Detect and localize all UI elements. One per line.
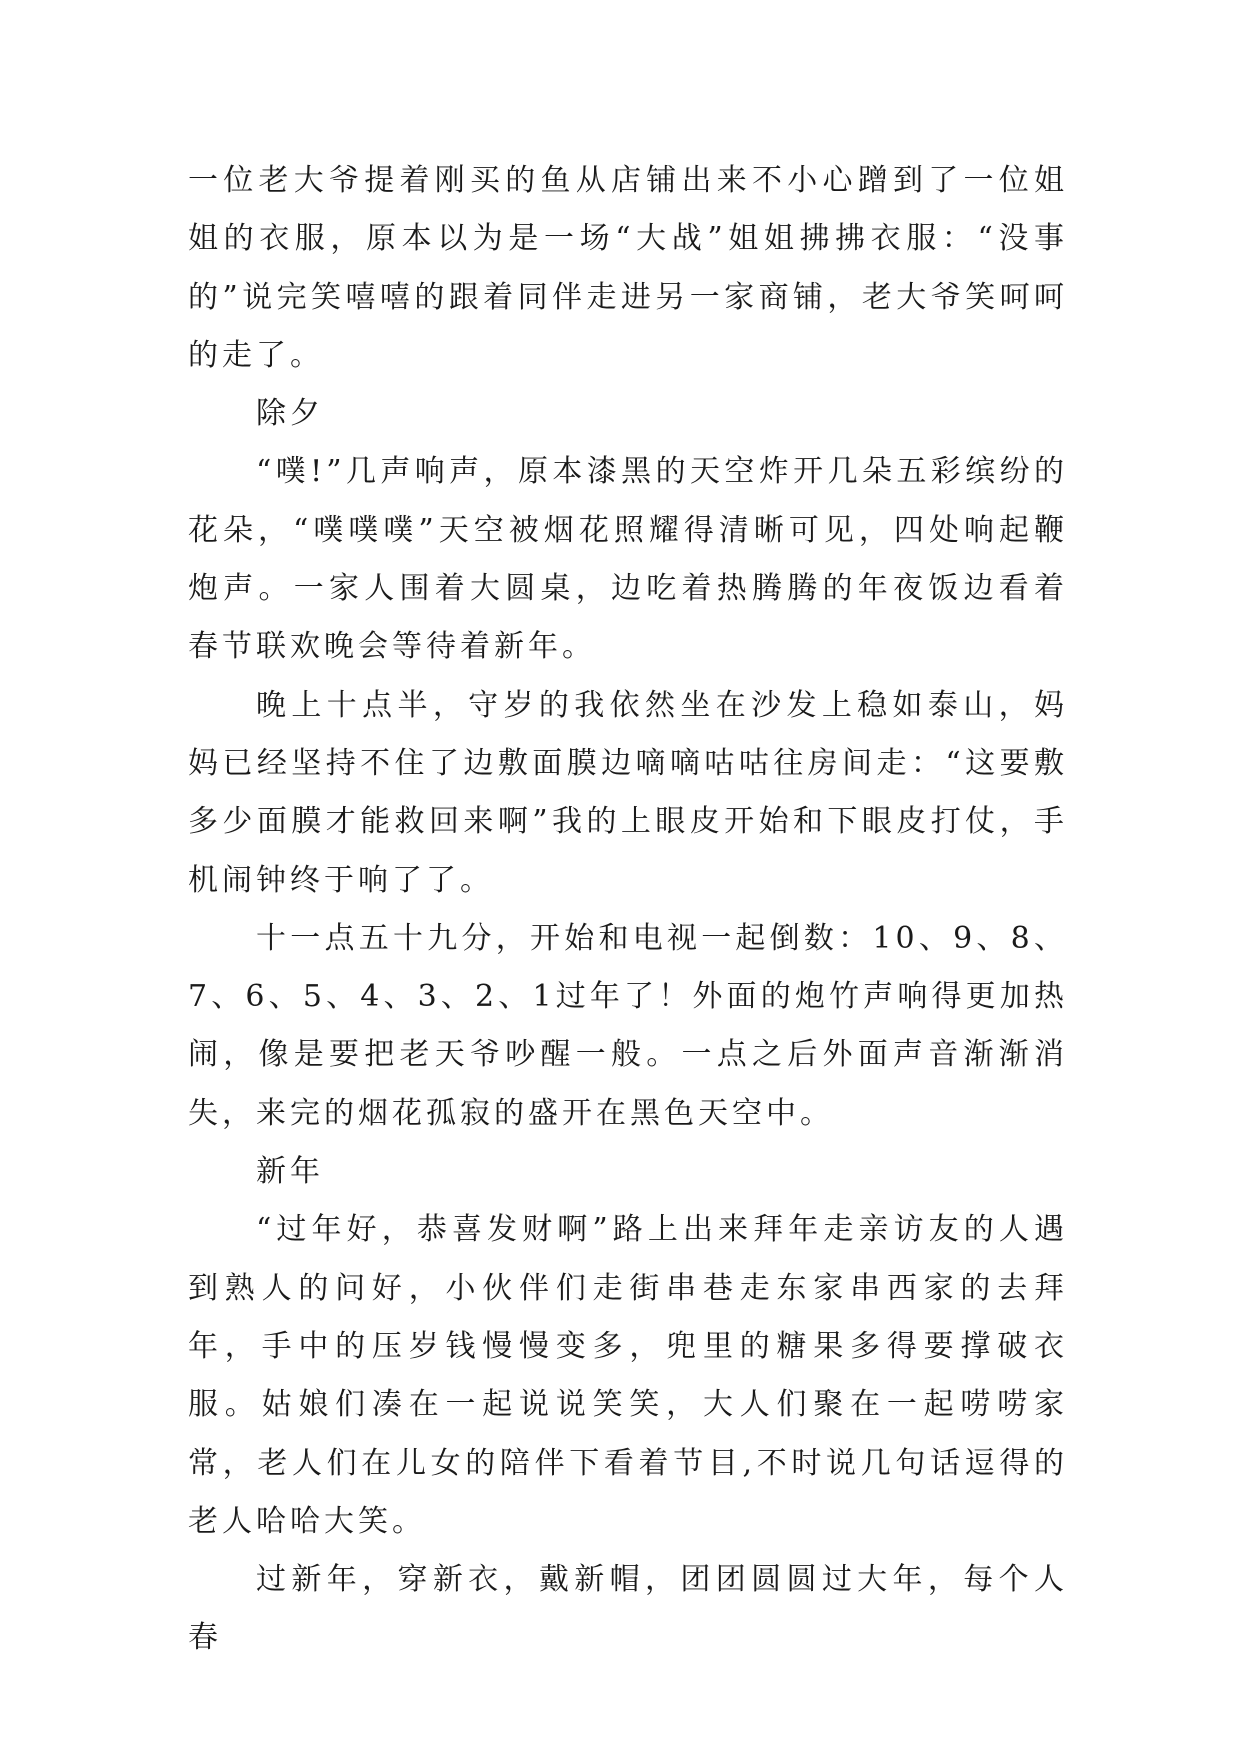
- paragraph-fireworks: “噗!”几声响声，原本漆黑的天空炸开几朵五彩缤纷的花朵，“噗噗噗”天空被烟花照耀得清晰可见，四处响起鞭炮声。一家人围着大圆桌，边吃着热腾腾的年夜饭边看着春节联欢晚会等待着新年。: [188, 454, 1068, 665]
- paragraph-new-year-greetings: “过年好，恭喜发财啊”路上出来拜年走亲访友的人遇到熟人的问好，小伙伴们走街串巷走东家串西家的去拜年，手中的压岁钱慢慢变多，兜里的糖果多得要撑破衣服。姑娘们凑在一起说说笑笑，大人们聚在一起唠唠家常，老人们在儿女的陪伴下看着节目,不时说几句话逗得的老人哈哈大笑。: [188, 1212, 1068, 1539]
- section-heading-new-year: 新年: [256, 1154, 324, 1190]
- section-heading-new-years-eve: 除夕: [256, 396, 324, 432]
- article-body: [188, 152, 1068, 1668]
- paragraph-countdown: 十一点五十九分，开始和电视一起倒数：10、9、8、7、6、5、4、3、2、1过年了！外面的炮竹声响得更加热闹，像是要把老天爷吵醒一般。一点之后外面声音渐渐消失，来完的烟花孤寂的盛开在黑色天空中。: [188, 920, 1068, 1131]
- paragraph-staying-up: 晚上十点半，守岁的我依然坐在沙发上稳如泰山，妈妈已经坚持不住了边敷面膜边嘀嘀咕咕往房间走：“这要敷多少面膜才能救回来啊”我的上眼皮开始和下眼皮打仗，手机闹钟终于响了了。: [188, 687, 1068, 898]
- paragraph-market-scene: 一位老大爷提着刚买的鱼从店铺出来不小心蹭到了一位姐姐的衣服，原本以为是一场“大战”姐姐拂拂衣服：“没事的”说完笑嘻嘻的跟着同伴走进另一家商铺，老大爷笑呵呵的走了。: [188, 163, 1068, 373]
- paragraph-closing: 过新年，穿新衣，戴新帽，团团圆圆过大年，每个人春: [188, 1562, 1068, 1656]
